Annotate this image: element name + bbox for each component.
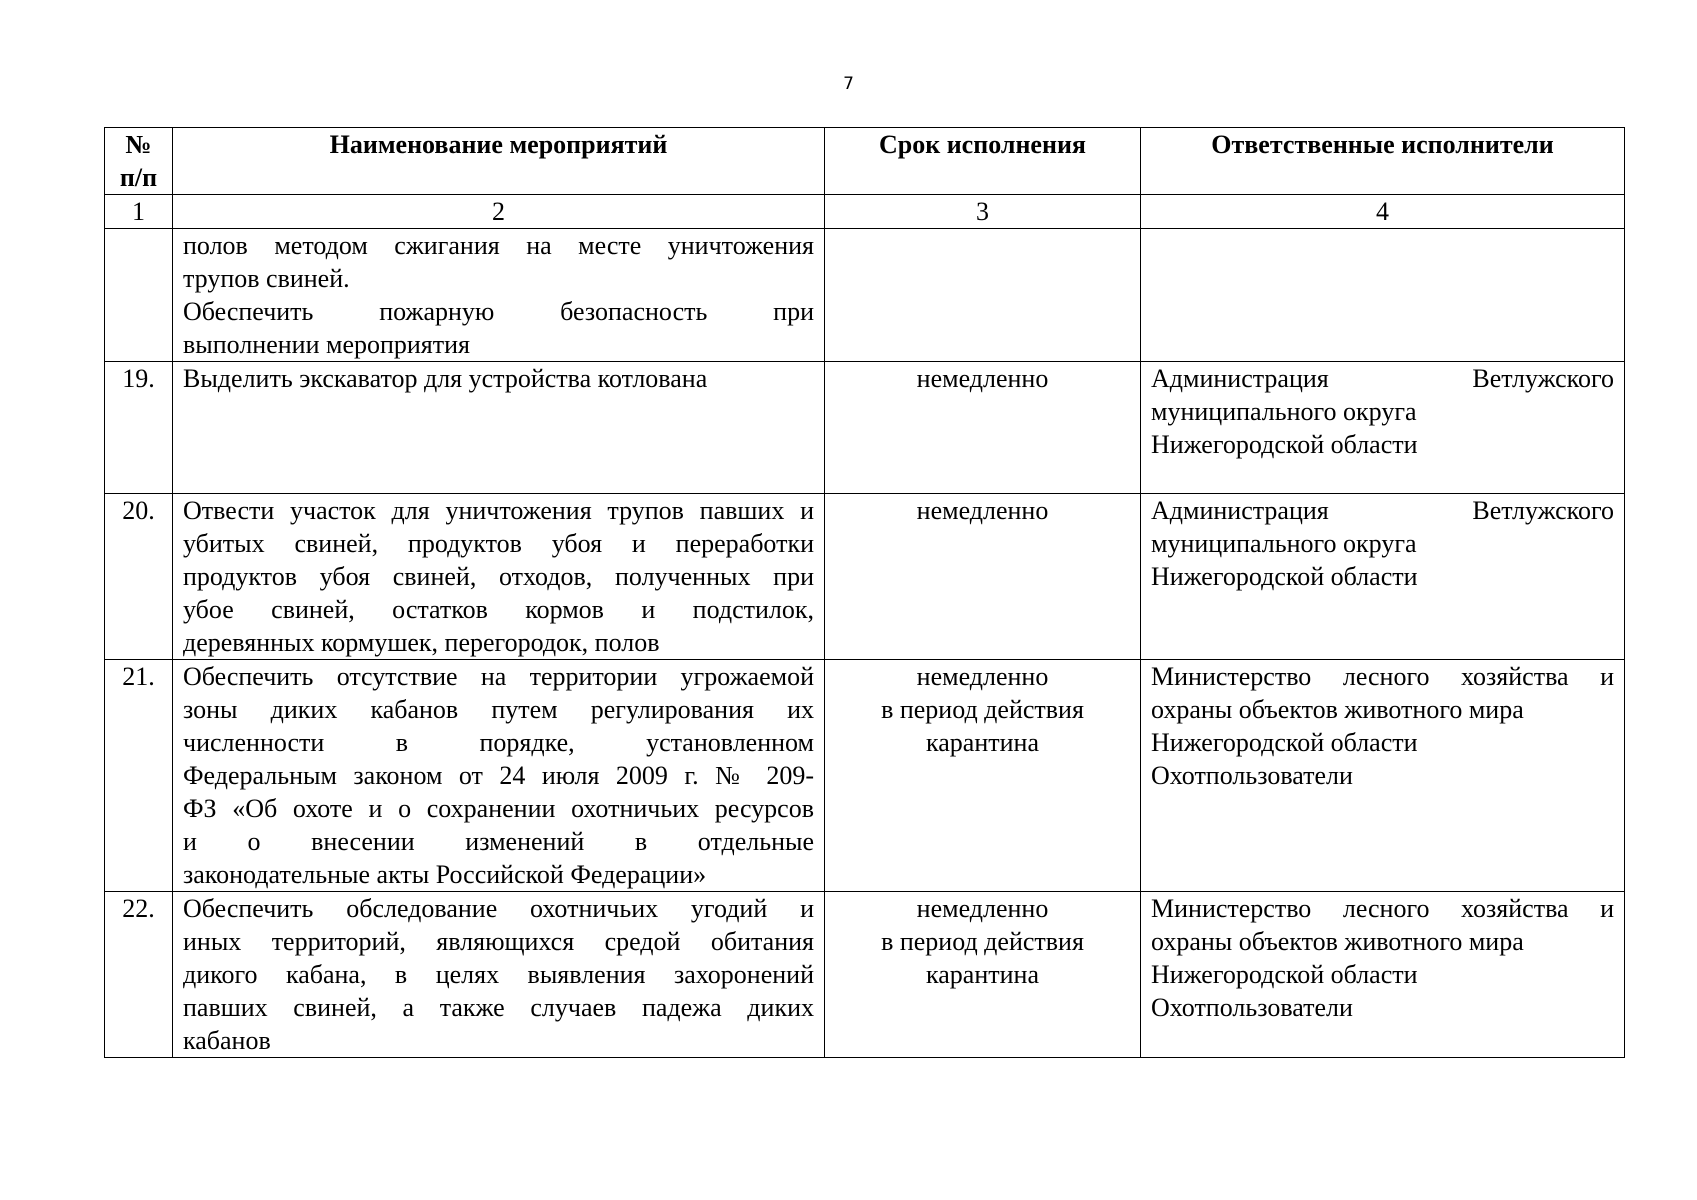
table-row bbox=[105, 892, 1625, 1058]
measure-name-line: трупов свиней. bbox=[183, 264, 350, 293]
table-row bbox=[105, 494, 1625, 660]
measure-name-line: Обеспечить пожарную безопасность при bbox=[183, 297, 814, 326]
responsible-line: охраны объектов животного мира bbox=[1151, 927, 1524, 956]
header-term: Срок исполнения bbox=[825, 128, 1141, 195]
measure-name bbox=[173, 229, 825, 362]
execution-term-line: карантина bbox=[926, 960, 1039, 989]
column-number: 4 bbox=[1141, 195, 1625, 229]
execution-term bbox=[825, 494, 1141, 660]
responsible-line: Охотпользователи bbox=[1151, 993, 1353, 1022]
column-number: 1 bbox=[105, 195, 173, 229]
measure-name-line: Отвести участок для уничтожения трупов павших и bbox=[183, 496, 814, 525]
header-number-line2: п/п bbox=[119, 163, 158, 192]
responsible-line: Нижегородской области bbox=[1151, 960, 1418, 989]
measure-name-line: убитых свиней, продуктов убоя и переработки bbox=[183, 529, 814, 558]
measure-name-line: деревянных кормушек, перегородок, полов bbox=[183, 628, 660, 657]
measure-name-line: выполнении мероприятия bbox=[183, 330, 471, 359]
responsible-line: Министерство лесного хозяйства и bbox=[1151, 662, 1614, 691]
measure-name-line: ФЗ «Об охоте и о сохранении охотничьих ресурсов bbox=[183, 794, 814, 823]
row-number: 21. bbox=[105, 660, 173, 892]
responsible-line: Администрация Ветлужского bbox=[1151, 364, 1614, 393]
measure-name-line: иных территорий, являющихся средой обитания bbox=[183, 927, 814, 956]
row-number: 20. bbox=[105, 494, 173, 660]
measure-name bbox=[173, 494, 825, 660]
execution-term-line: немедленно bbox=[916, 364, 1049, 393]
column-number: 2 bbox=[173, 195, 825, 229]
execution-term-line: в период действия bbox=[881, 695, 1084, 724]
measure-name-line: кабанов bbox=[183, 1026, 271, 1055]
execution-term bbox=[825, 892, 1141, 1058]
column-numbers-row bbox=[105, 195, 1625, 229]
measure-name-line: численности в порядке, установленном bbox=[183, 728, 814, 757]
row-number: 22. bbox=[105, 892, 173, 1058]
execution-term bbox=[825, 229, 1141, 362]
table-row bbox=[105, 660, 1625, 892]
execution-term-line: немедленно bbox=[916, 662, 1049, 691]
responsible-executors bbox=[1141, 494, 1625, 660]
measure-name-line: убое свиней, остатков кормов и подстилок, bbox=[183, 595, 814, 624]
measures-table bbox=[104, 127, 1625, 1058]
responsible-executors bbox=[1141, 892, 1625, 1058]
measure-name-line: Обеспечить отсутствие на территории угрожаемой bbox=[183, 662, 814, 691]
responsible-line: муниципального округа bbox=[1151, 529, 1417, 558]
responsible-executors bbox=[1141, 362, 1625, 494]
responsible-executors bbox=[1141, 229, 1625, 362]
measure-name-line: Обеспечить обследование охотничьих угодий и bbox=[183, 894, 814, 923]
header-number bbox=[105, 128, 173, 195]
table-row bbox=[105, 229, 1625, 362]
measure-name bbox=[173, 362, 825, 494]
measure-name bbox=[173, 892, 825, 1058]
page-number: 7 bbox=[843, 74, 854, 94]
execution-term-line: немедленно bbox=[916, 496, 1049, 525]
table-header-row bbox=[105, 128, 1625, 195]
measure-name-line: продуктов убоя свиней, отходов, полученных при bbox=[183, 562, 814, 591]
measure-name-line: павших свиней, а также случаев падежа диких bbox=[183, 993, 814, 1022]
execution-term bbox=[825, 362, 1141, 494]
responsible-line: Охотпользователи bbox=[1151, 761, 1353, 790]
responsible-line: Нижегородской области bbox=[1151, 430, 1418, 459]
execution-term-line: карантина bbox=[926, 728, 1039, 757]
measure-name bbox=[173, 660, 825, 892]
execution-term-line: в период действия bbox=[881, 927, 1084, 956]
measure-name-line: Федеральным законом от 24 июля 2009 г. № 209- bbox=[183, 761, 814, 790]
responsible-line: охраны объектов животного мира bbox=[1151, 695, 1524, 724]
execution-term-line: немедленно bbox=[916, 894, 1049, 923]
measure-name-line: полов методом сжигания на месте уничтожения bbox=[183, 231, 814, 260]
execution-term bbox=[825, 660, 1141, 892]
measure-name-line: зоны диких кабанов путем регулирования их bbox=[183, 695, 814, 724]
responsible-line: Министерство лесного хозяйства и bbox=[1151, 894, 1614, 923]
header-name: Наименование мероприятий bbox=[173, 128, 825, 195]
responsible-line: муниципального округа bbox=[1151, 397, 1417, 426]
table-row bbox=[105, 362, 1625, 494]
row-number: 19. bbox=[105, 362, 173, 494]
measure-name-line: Выделить экскаватор для устройства котлована bbox=[183, 364, 708, 393]
responsible-line: Администрация Ветлужского bbox=[1151, 496, 1614, 525]
row-number bbox=[105, 229, 173, 362]
responsible-line: Нижегородской области bbox=[1151, 728, 1418, 757]
responsible-executors bbox=[1141, 660, 1625, 892]
header-number-line1: № bbox=[125, 130, 152, 159]
responsible-line: Нижегородской области bbox=[1151, 562, 1418, 591]
measure-name-line: дикого кабана, в целях выявления захоронений bbox=[183, 960, 814, 989]
column-number: 3 bbox=[825, 195, 1141, 229]
measure-name-line: законодательные акты Российской Федерации» bbox=[183, 860, 707, 889]
measure-name-line: и о внесении изменений в отдельные bbox=[183, 827, 814, 856]
header-responsible: Ответственные исполнители bbox=[1141, 128, 1625, 195]
